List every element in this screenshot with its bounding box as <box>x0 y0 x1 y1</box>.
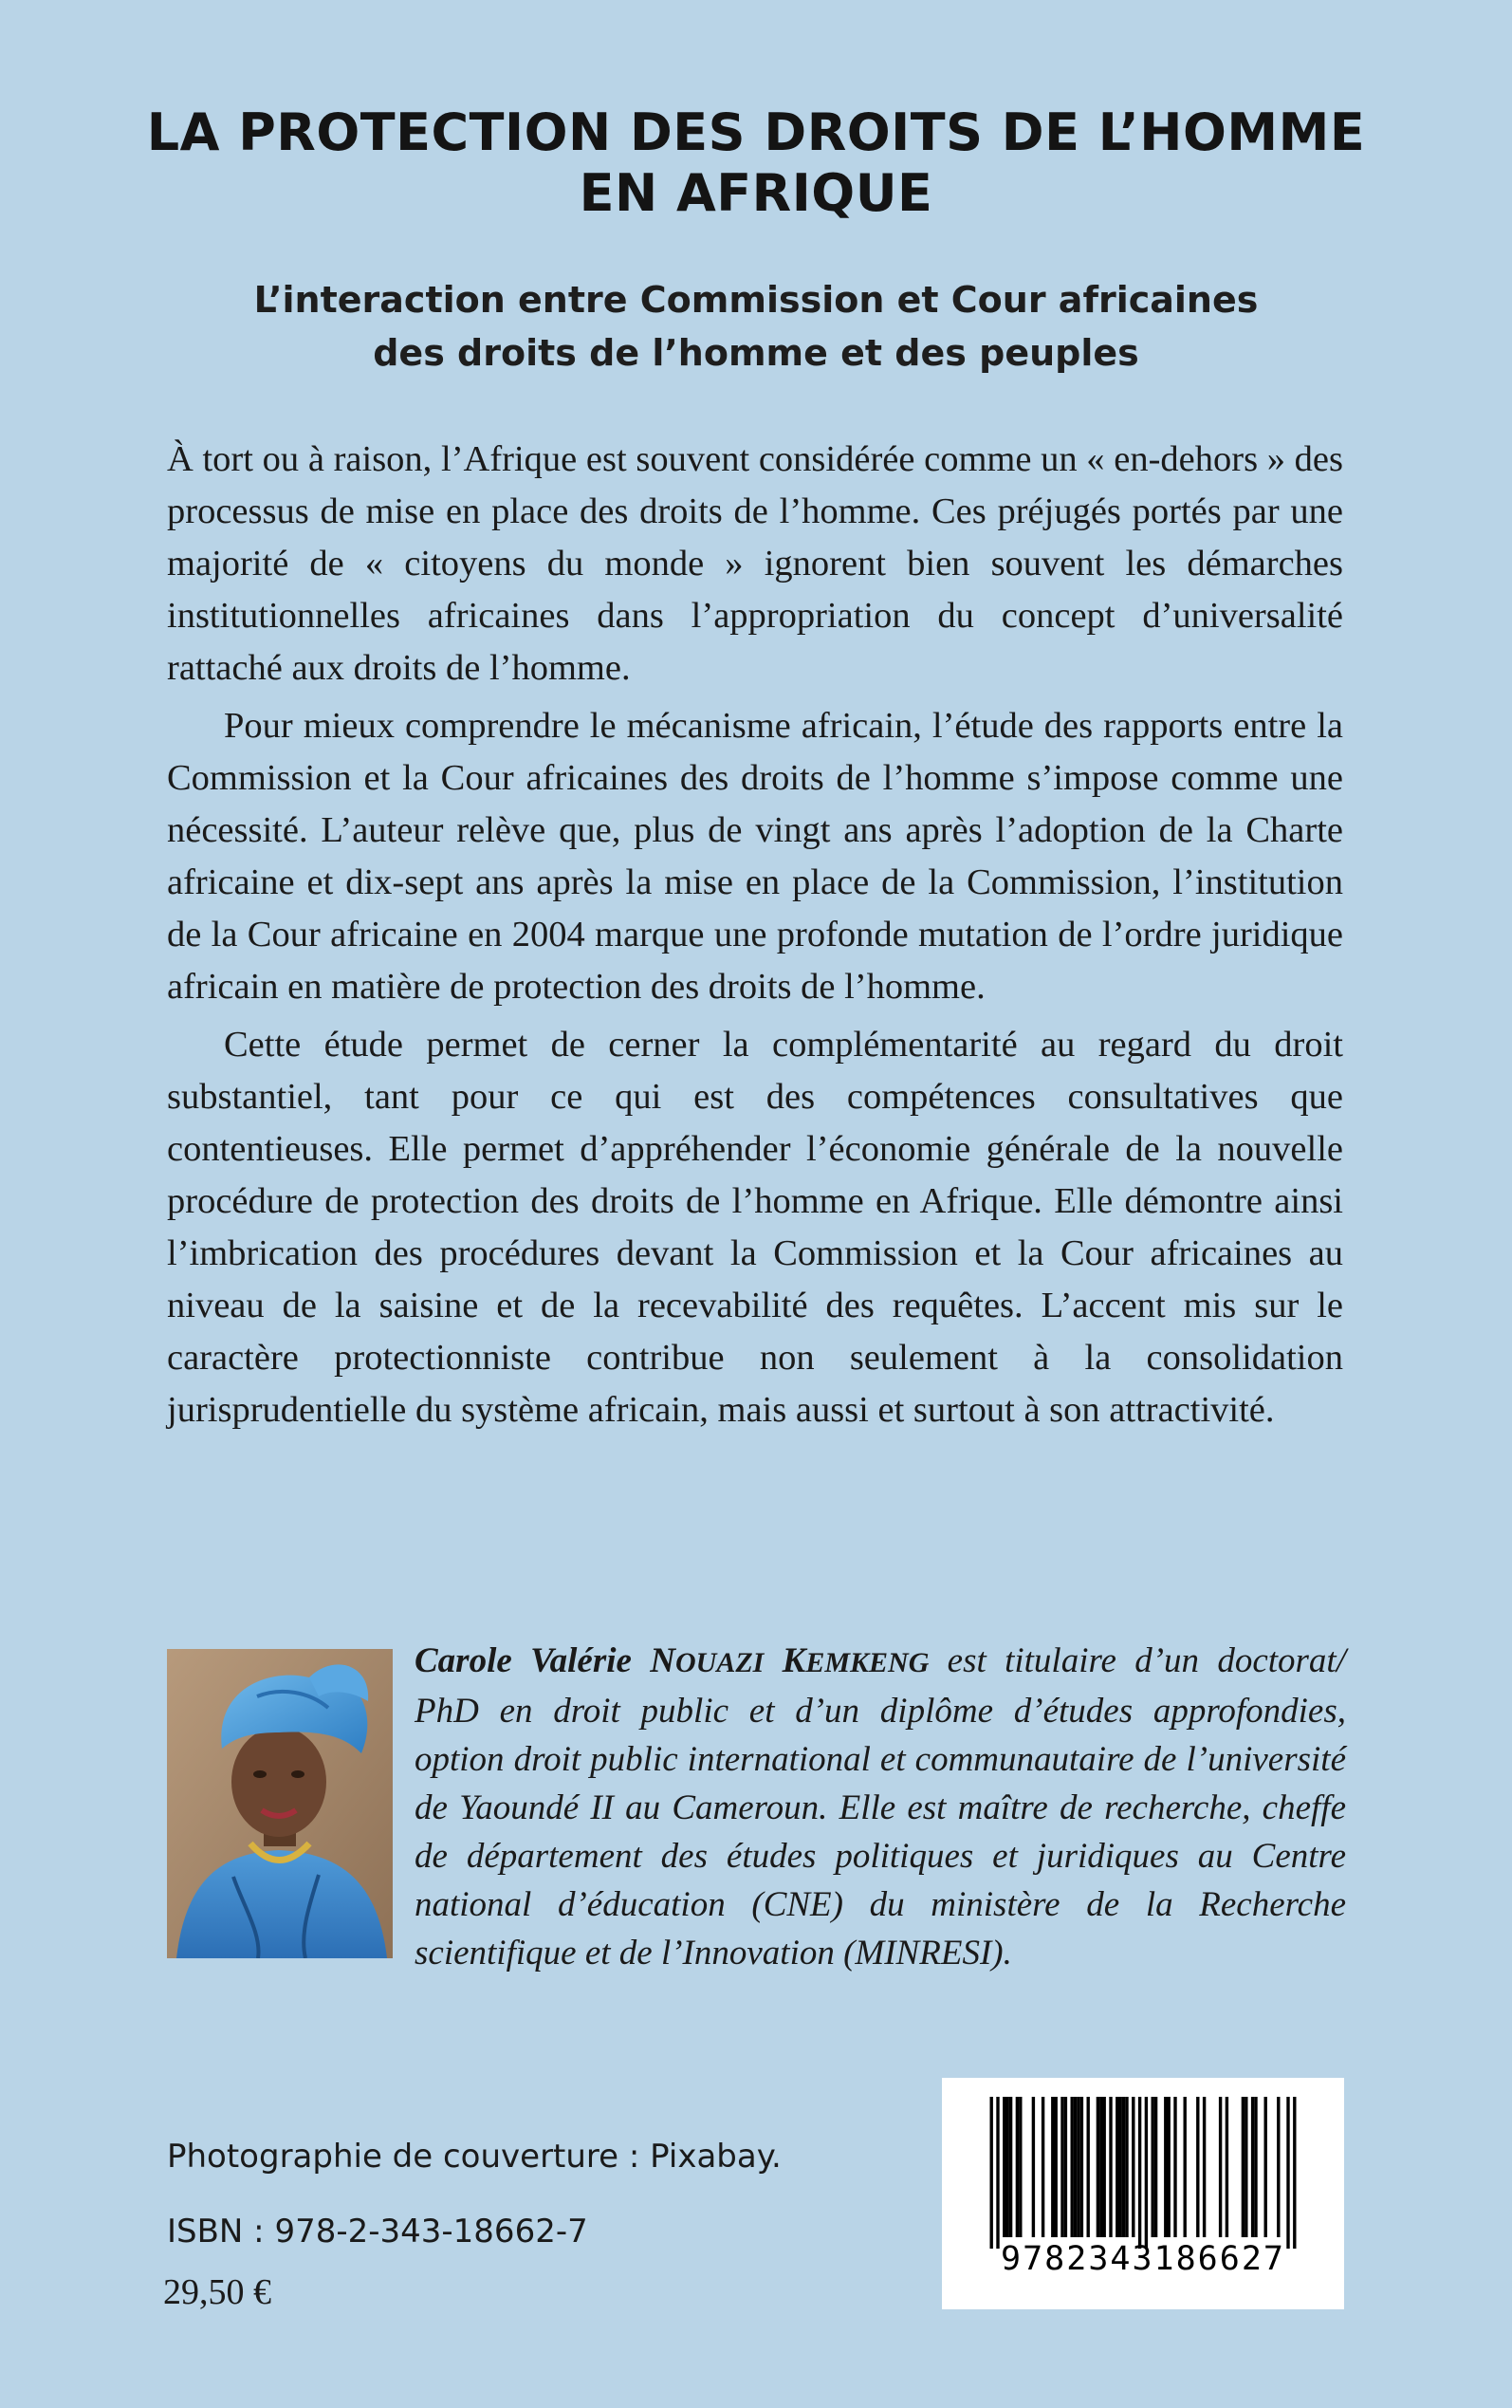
barcode-bar <box>1087 2097 1090 2237</box>
barcode-number: 9782343186627 <box>1001 2240 1285 2278</box>
author-first-names: Carole Valérie <box>415 1641 651 1680</box>
barcode-bar <box>1064 2097 1067 2237</box>
book-subtitle <box>0 273 1512 380</box>
barcode-bar <box>990 2097 993 2249</box>
barcode-bar <box>1055 2097 1058 2237</box>
barcode-bar <box>1109 2097 1112 2237</box>
barcode-bar <box>1032 2097 1035 2237</box>
barcode-bar <box>1125 2097 1128 2237</box>
barcode-bar <box>1154 2097 1157 2237</box>
summary-paragraph-1: À tort ou à raison, l’Afrique est souvent considérée comme un « en-dehors » des processus de mise en place des droits de l’homme. Ces préjugés portés par une majorité de « citoyens du monde » ignorent bien souvent les démarches institutionnelles africaines dans l’appropriation du concept d’universalité rattaché aux droits de l’homme. <box>167 439 1343 688</box>
barcode-bar <box>1264 2097 1267 2237</box>
barcode-bar <box>1184 2097 1187 2237</box>
barcode-bar <box>1080 2097 1083 2237</box>
barcode-bar <box>1103 2097 1106 2237</box>
barcode-bar <box>1242 2097 1245 2237</box>
barcode-bar <box>1016 2097 1019 2237</box>
barcode-bar <box>1152 2097 1154 2237</box>
barcode-bar <box>1099 2097 1102 2237</box>
barcode-bar <box>1003 2097 1005 2237</box>
isbn: ISBN : 978-2-343-18662-7 <box>167 2213 588 2251</box>
barcode-bar <box>1019 2097 1022 2237</box>
barcode-bar <box>1077 2097 1079 2237</box>
price: 29,50 € <box>163 2272 271 2312</box>
subtitle-line-1: L’interaction entre Commission et Cour africaines <box>253 279 1259 321</box>
barcode-bar <box>1145 2097 1148 2249</box>
barcode-bar <box>1132 2097 1134 2237</box>
author-name <box>415 1641 929 1680</box>
barcode-bar <box>1042 2097 1044 2237</box>
author-photo <box>167 1649 393 1958</box>
barcode-bar <box>1219 2097 1222 2237</box>
barcode-bar <box>1051 2097 1054 2237</box>
barcode-bar <box>1071 2097 1074 2237</box>
barcode-bar <box>1203 2097 1206 2237</box>
author-surname-1-initial: N <box>650 1641 675 1680</box>
subtitle-line-2: des droits de l’homme et des peuples <box>373 332 1139 374</box>
barcode-bar <box>1006 2097 1009 2237</box>
barcode-bar <box>1168 2097 1171 2237</box>
barcode-bar <box>1138 2097 1141 2249</box>
title-line-1: LA PROTECTION DES DROITS DE L’HOMME <box>146 102 1366 162</box>
author-bio-text: est titulaire d’un doctorat/ PhD en droit public et d’un diplôme d’études approfondies, option droit public international et communautaire de l’université de Yaoundé II au Cameroun. Elle est maître de recherche, cheffe de département des études politiques et juridiques au Centre national d’éducation (CNE) du ministère de la Recherche scientifique et de l’Innovation (MINRESI). <box>415 1641 1346 1973</box>
author-surname-2-rest: EMKENG <box>805 1647 930 1678</box>
photo-credit: Photographie de couverture : Pixabay. <box>167 2138 782 2176</box>
barcode-bars <box>990 2097 1297 2249</box>
barcode-bar <box>1164 2097 1167 2237</box>
barcode-bar <box>1226 2097 1228 2237</box>
barcode-bar <box>1116 2097 1118 2237</box>
barcode-bar <box>1122 2097 1125 2237</box>
summary-text <box>167 434 1343 1442</box>
barcode-bar <box>1245 2097 1247 2237</box>
barcode-bar <box>1060 2097 1063 2237</box>
barcode-bar <box>1009 2097 1012 2237</box>
barcode-bar <box>1074 2097 1077 2237</box>
barcode-bar <box>1286 2097 1289 2249</box>
summary-paragraph-3: Cette étude permet de cerner la complémentarité au regard du droit substantiel, tant pour ce qui est des compétences consultatives que contentieuses. Elle permet d’appréhender l’économie générale de la nouvelle procédure de protection des droits de l’homme en Afrique. Elle démontre ainsi l’imbrication des procédures devant la Commission et la Cour africaines au niveau de la saisine et de la recevabilité des requêtes. L’accent mis sur le caractère protectionniste contribue non seulement à la consolidation jurisprudentielle du système africain, mais aussi et surtout à son attractivité. <box>167 1025 1343 1430</box>
barcode-bar <box>1251 2097 1254 2237</box>
barcode-bar <box>1254 2097 1257 2237</box>
barcode-bar <box>1173 2097 1176 2237</box>
barcode <box>942 2078 1344 2309</box>
book-title <box>0 102 1512 224</box>
author-bio <box>415 1637 1346 1977</box>
barcode-bar <box>1277 2097 1280 2237</box>
barcode-bar <box>1196 2097 1199 2237</box>
barcode-bar <box>1119 2097 1122 2237</box>
title-line-2: EN AFRIQUE <box>579 163 933 223</box>
barcode-bar <box>1097 2097 1099 2237</box>
author-surname-1-rest: OUAZI <box>675 1647 765 1678</box>
author-surname-2-initial: K <box>782 1641 806 1680</box>
barcode-bar <box>996 2097 999 2249</box>
barcode-bar <box>1293 2097 1296 2249</box>
summary-paragraph-2: Pour mieux comprendre le mécanisme africain, l’étude des rapports entre la Commission et la Cour africaines des droits de l’homme s’impose comme une nécessité. L’auteur relève que, plus de vingt ans après l’adoption de la Charte africaine et dix-sept ans après la mise en place de la Commission, l’institution de la Cour africaine en 2004 marque une profonde mutation de l’ordre juridique africain en matière de protection des droits de l’homme. <box>167 706 1343 1007</box>
